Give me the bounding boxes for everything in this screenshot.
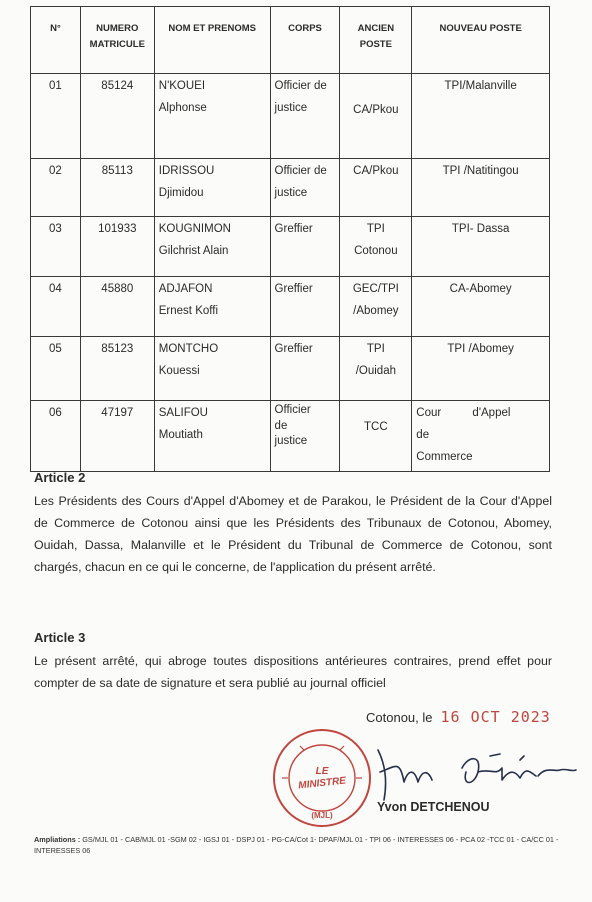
cell-nouveau-poste: CA-Abomey [412,277,550,337]
header-ancien-poste: ANCIEN POSTE [340,7,412,74]
cell-num: 05 [31,337,81,401]
place-label: Cotonou, le [366,710,433,725]
cell-matricule: 85123 [80,337,154,401]
cell-num: 04 [31,277,81,337]
cell-corps: Officier de justice [270,74,340,159]
handwritten-signature [370,742,580,804]
cell-ancien-poste: TPI /Ouidah [340,337,412,401]
cell-name: IDRISSOU Djimidou [154,159,270,217]
cell-matricule: 47197 [80,401,154,472]
ampliations-list: GS/MJL 01 - CAB/MJL 01 -SGM 02 - IGSJ 01 - DSPJ 01 - PG-CA/Cot 1- DPAF/MJL 01 - TPI 06 - INTERESSES 06 - PCA 02 -TCC 01 - CA/CC 01 - INTERESSES 06 [34,835,559,855]
article-3 [34,626,552,694]
table-row [31,159,550,217]
ampliations [34,835,564,856]
date-stamp: 16 OCT 2023 [440,708,551,726]
assignment-table [30,6,550,472]
cell-nouveau-poste: TPI- Dassa [412,217,550,277]
table-row [31,74,550,159]
table-row [31,401,550,472]
cell-name: SALIFOU Moutiath [154,401,270,472]
article-3-text: Le présent arrêté, qui abroge toutes dispositions antérieures contraires, prend effet pour compter de sa date de signature et sera publié au journal officiel [34,654,552,691]
cell-corps: Officier de justice [270,401,340,472]
cell-ancien-poste: TPI Cotonou [340,217,412,277]
place-date [366,708,551,726]
article-2-title: Article 2 [34,470,86,485]
article-2 [34,466,552,578]
cell-num: 06 [31,401,81,472]
cell-corps: Greffier [270,277,340,337]
ampliations-label: Ampliations : [34,835,81,844]
cell-matricule: 101933 [80,217,154,277]
seal-line-le: LE [315,766,329,777]
cell-nouveau-poste: TPI /Abomey [412,337,550,401]
cell-nouveau-poste: TPI /Natitingou [412,159,550,217]
article-2-text: Les Présidents des Cours d'Appel d'Abomey et de Parakou, le Président de la Cour d'Appel de Commerce de Cotonou ainsi que les Présidents des Tribunaux de Cotonou, Abomey, Ouidah, Dassa, Malanville et le Président du Tribunal de Commerce de Cotonou, sont chargés, chacun en ce qui le concerne, de l'application du présent arrêté. [34,494,552,575]
cell-name: ADJAFON Ernest Koffi [154,277,270,337]
table-row [31,277,550,337]
cell-name: KOUGNIMON Gilchrist Alain [154,217,270,277]
header-matricule: NUMERO MATRICULE [80,7,154,74]
cell-matricule: 45880 [80,277,154,337]
table-header-row [31,7,550,74]
seal-bottom-mjl: (MJL) [311,811,333,820]
cell-nouveau-poste: Cour d'Appel de Commerce [412,401,550,472]
header-nouveau-poste: NOUVEAU POSTE [412,7,550,74]
cell-num: 02 [31,159,81,217]
header-name: NOM ET PRENOMS [154,7,270,74]
cell-name: MONTCHO Kouessi [154,337,270,401]
cell-matricule: 85124 [80,74,154,159]
cell-num: 01 [31,74,81,159]
table-row [31,337,550,401]
cell-matricule: 85113 [80,159,154,217]
seal-line-ministre: MINISTRE [297,775,347,792]
cell-ancien-poste: CA/Pkou [340,159,412,217]
table-row [31,217,550,277]
cell-name: N'KOUEI Alphonse [154,74,270,159]
cell-ancien-poste: TCC [340,401,412,472]
cell-corps: Greffier [270,217,340,277]
header-num: N° [31,7,81,74]
signatory-name: Yvon DETCHENOU [377,800,490,814]
cell-corps: Officier de justice [270,159,340,217]
cell-nouveau-poste: TPI/Malanville [412,74,550,159]
ministry-seal [270,726,374,830]
header-corps: CORPS [270,7,340,74]
article-3-title: Article 3 [34,630,86,645]
cell-ancien-poste: GEC/TPI /Abomey [340,277,412,337]
cell-ancien-poste: CA/Pkou [340,74,412,159]
cell-corps: Greffier [270,337,340,401]
cell-num: 03 [31,217,81,277]
